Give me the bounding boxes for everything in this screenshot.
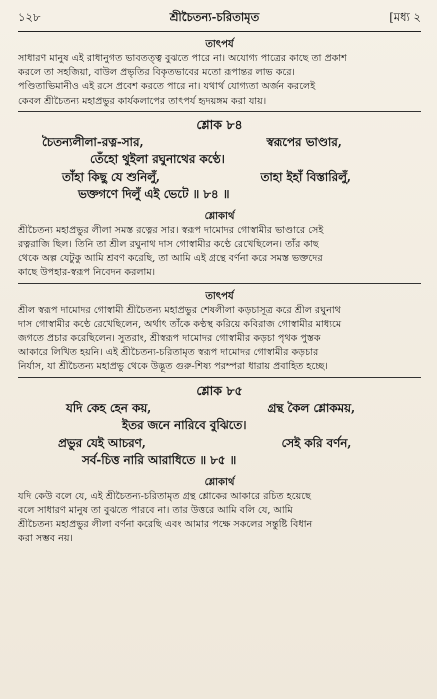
book-title: শ্রীচৈতন্য-চরিতামৃত (169, 10, 260, 24)
verse-line: তেঁহো থুইলা রঘুনাথের কণ্ঠে। (90, 152, 225, 167)
purport-heading: তাৎপর্য (205, 290, 234, 302)
text-line: শ্রীল স্বরূপ দামোদর গোস্বামী শ্রীচৈতন্য মহাপ্রভুর শেষলীলা কড়চাসূত্র করে শ্রীল রঘুনাথ (18, 304, 341, 316)
verse-half: চৈতন্যলীলা-রত্ন-সার, (42, 134, 144, 149)
translation-heading: শ্লোকার্থ (204, 476, 235, 488)
verse-half: গ্রন্থ কৈল শ্লোকময়, (267, 400, 356, 415)
text-line: জগতে প্রচার করেছিলেন। সুতরাং, শ্রীস্বরূপ দামোদর গোস্বামীর কড়চা পৃথক পুস্তক (18, 333, 321, 345)
verse-half: প্রভুর যেই আচরণ, (58, 435, 146, 450)
translation-heading: শ্লোকার্থ (204, 210, 235, 222)
divider (18, 111, 421, 112)
divider (18, 283, 421, 284)
text-line: কাছে উপহার-স্বরূপ নিবেদন করলাম। (18, 267, 156, 279)
text-line: রত্নরাজি ছিল। তিনি তা শ্রীল রঘুনাথ দাস গোস্বামীর কণ্ঠে রেখেছিলেন। তাঁর কাছ (18, 239, 319, 251)
verse-heading: শ্লোক ৮৫ (196, 382, 243, 398)
translation-paragraph (18, 224, 421, 281)
text-line: কেবল শ্রীচৈতন্য মহাপ্রভুর কার্যকলাপের তাৎপর্য হৃদয়ঙ্গম করা যায়। (18, 95, 267, 107)
text-line: বলে সাধারণ মানুষ তা বুঝতে পারবে না। তার উত্তরে আমি বলি যে, আমি (18, 504, 293, 516)
translation-paragraph (18, 490, 421, 547)
verse-84 (18, 134, 421, 204)
verse-half: যদি কেহ হেন কয়, (66, 400, 152, 415)
text-line: করলে তা সহজিয়া, বাউল প্রভৃতির বিকৃতভাবের মতো রূপান্তর লাভ করে। (18, 67, 295, 79)
text-line: যদি কেউ বলে যে, এই শ্রীচৈতন্য-চরিতামৃত গ্রন্থ শ্লোকের আকারে রচিত হয়েছে (18, 490, 311, 502)
verse-heading: শ্লোক ৮৪ (196, 116, 243, 132)
text-line: দাস গোস্বামীর কণ্ঠে রেখেছিলেন, অর্থাৎ তাঁকে কণ্ঠস্থ করিয়ে কবিরাজ গোস্বামীর মাধ্যমে (18, 318, 342, 330)
text-line: আকারে লিখিত হয়নি। এই শ্রীচৈতন্য-চরিতামৃত স্বরূপ দামোদর গোস্বামীর কড়চার (18, 347, 319, 359)
divider (18, 377, 421, 378)
verse-line (18, 435, 421, 453)
verse-line: ভক্তগণে দিলুঁ এই ভেটে ॥ ৮৪ ॥ (78, 187, 230, 202)
verse-line (18, 134, 421, 152)
text-line: পণ্ডিতাভিমানীও এই রসে প্রবেশ করতে পারে না। যথার্থ যোগ্যতা অর্জন করলেই (18, 81, 316, 93)
text-line: করা সম্ভব নয়। (18, 533, 73, 545)
verse-line: ইতর জনে নারিবে বুঝিতে। (122, 418, 247, 433)
verse-half: স্বরূপের ভাণ্ডার, (266, 134, 342, 149)
verse-85 (18, 400, 421, 470)
purport-paragraph (18, 304, 421, 375)
text-line: নির্যাস, যা শ্রীচৈতন্য মহাপ্রভু থেকে উদ্ভূত গুরু-শিষ্য পরম্পরা ধারায় প্রবাহিত হচ্ছে। (18, 361, 328, 373)
verse-line (18, 169, 421, 187)
verse-line (18, 400, 421, 418)
purport-paragraph (18, 52, 421, 109)
verse-half: সেই করি বর্ণন, (281, 435, 352, 450)
verse-line: সর্ব-চিত্ত নারি আরাধিতে ॥ ৮৫ ॥ (82, 453, 237, 468)
verse-half: তাহা ইহাঁ বিস্তারিলুঁ, (260, 169, 351, 184)
page-number: ১২৮ (18, 10, 41, 24)
purport-heading: তাৎপর্য (205, 39, 234, 50)
text-line: শ্রীচৈতন্য মহাপ্রভুর লীলা বর্ণনা করেছি এবং আমার পক্ষে সকলের সন্তুষ্টি বিধান (18, 519, 313, 531)
text-line: থেকে অল্প যেটুকু আমি শ্রবণ করেছি, তা আমি এই গ্রন্থে বর্ণনা করে সমস্ত ভক্তদের (18, 253, 323, 265)
text-line: শ্রীচৈতন্য মহাপ্রভুর লীলা সমস্ত রত্নের সার। স্বরূপ দামোদর গোস্বামীর ভাণ্ডারে সেই (18, 224, 324, 236)
page-header (18, 10, 421, 32)
verse-half: তাঁহা কিছু যে শুনিলুঁ, (62, 169, 161, 184)
text-line: সাধারণ মানুষ এই রাধানুগত ভাবতত্ত্ব বুঝতে পারে না। অযোগ্য পাত্রের কাছে তা প্রকাশ (18, 53, 347, 64)
chapter-label: [মধ্য ২ (389, 10, 421, 24)
